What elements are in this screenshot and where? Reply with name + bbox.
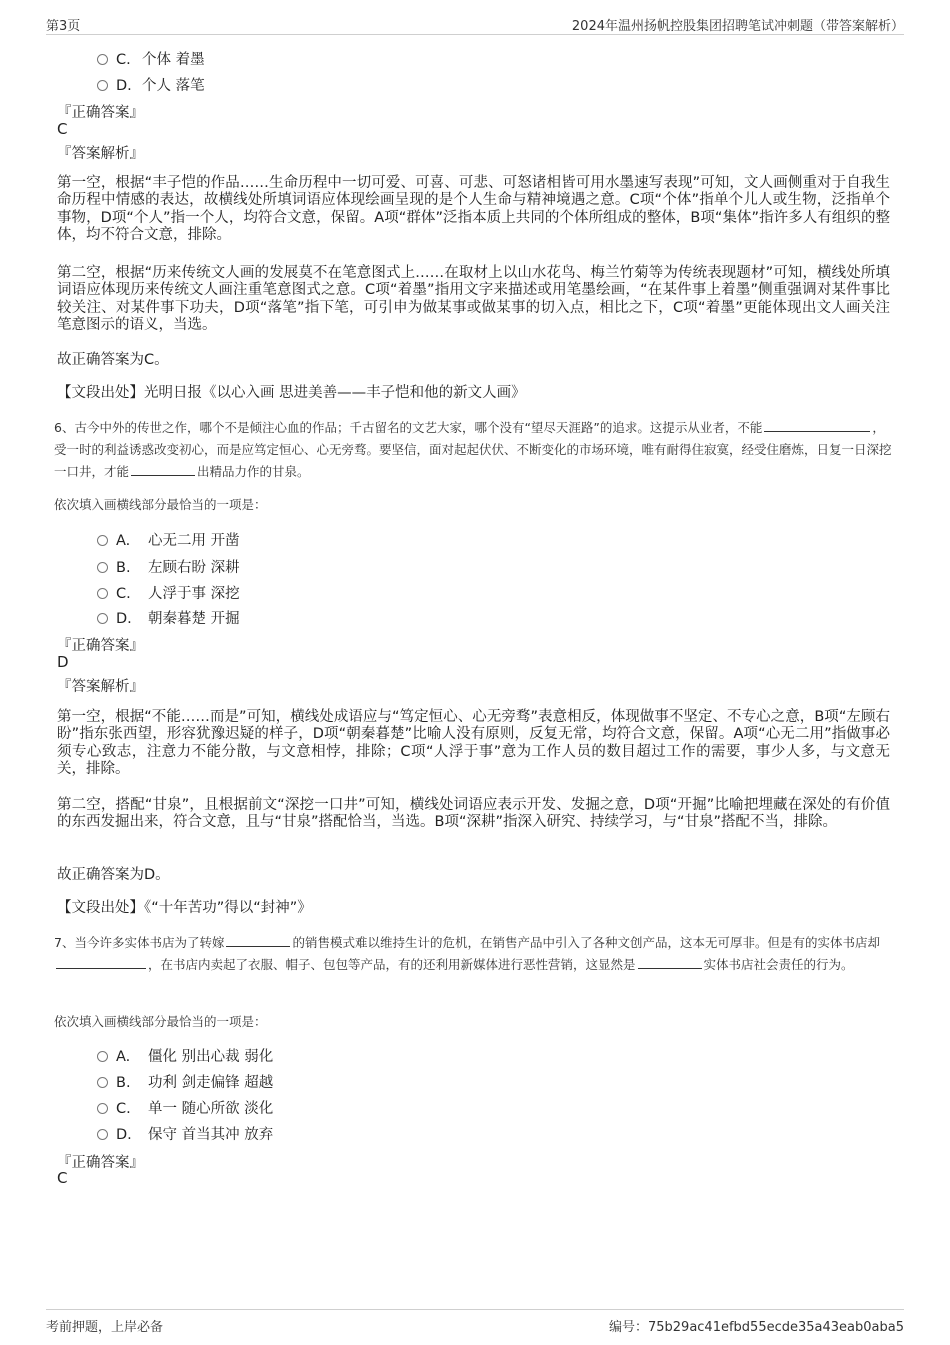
radio-icon[interactable] <box>97 588 108 599</box>
analysis-paragraph: 第二空，搭配“甘泉”，且根据前文“深挖一口井”可知，横线处词语应表示开发、发掘之意，D项“开掘”比喻把埋藏在深处的有价值的东西发掘出来，符合文意，且与“甘泉”搭配恰当，当选。B项“深耕”指深入研究、持续学习，与“甘泉”搭配不当，排除。 <box>57 797 890 831</box>
footer-slogan: 考前押题，上岸必备 <box>46 1320 164 1335</box>
radio-icon[interactable] <box>97 1077 108 1088</box>
page-footer <box>46 1309 904 1340</box>
radio-icon[interactable] <box>97 1103 108 1114</box>
correct-answer-label: 『正确答案』 <box>57 638 144 654</box>
radio-icon[interactable] <box>97 1129 108 1140</box>
option-d[interactable]: D. 个人 落笔 <box>97 74 205 95</box>
option-a[interactable]: A. 心无二用 开凿 <box>97 529 240 550</box>
option-d[interactable]: D. 朝秦暮楚 开掘 <box>97 607 240 628</box>
question-6-stem: 6、古今中外的传世之作，哪个不是倾注心血的作品；千古留名的文艺大家，哪个没有“望尽天涯路”的追求。这提示从业者，不能 ，受一时的利益诱惑改变初心，而是应笃定恒心、心无旁骛。要坚信，面对起起伏伏、不断变化的市场环境，唯有耐得住寂寞，经受住磨炼，日复一日深挖一口井，才能 出精品力作的甘泉。 <box>54 420 892 479</box>
analysis-paragraph: 第一空，根据“不能……而是”可知，横线处成语应与“笃定恒心、心无旁骛”表意相反，体现做事不坚定、不专心之意，B项“左顾右盼”指东张西望，形容犹豫迟疑的样子，D项“朝秦暮楚”比喻人没有原则，反复无常，均符合文意，保留。A项“心无二用”指做事必须专心致志，注意力不能分散，与文意相悖，排除；C项“人浮于事”意为工作人员的数目超过工作的需要，事少人多，与文意无关，排除。 <box>57 709 890 778</box>
conclusion: 故正确答案为D。 <box>57 867 170 883</box>
question-prompt: 依次填入画横线部分最恰当的一项是： <box>54 497 267 512</box>
source: 【文段出处】《“十年苦功”得以“封神”》 <box>57 900 312 916</box>
fill-blank <box>226 933 290 947</box>
radio-icon[interactable] <box>97 80 108 91</box>
question-7-stem: 7、当今许多实体书店为了转嫁 的销售模式难以维持生计的危机，在销售产品中引入了各种文创产品，这本无可厚非。但是有的实体书店却，在书店内卖起了衣服、帽子、包包等产品，有的还利用新媒体进行恶性营销，这显然是 实体书店社会责任的行为。 <box>54 935 880 972</box>
fill-blank <box>56 955 146 969</box>
fill-blank <box>764 418 870 432</box>
source: 【文段出处】光明日报《以心入画 思进美善——丰子恺和他的新文人画》 <box>57 385 526 401</box>
fill-blank <box>638 955 702 969</box>
page-number: 第3页 <box>46 19 81 34</box>
correct-answer: C <box>57 120 68 138</box>
radio-icon[interactable] <box>97 54 108 65</box>
question-prompt: 依次填入画横线部分最恰当的一项是： <box>54 1014 267 1029</box>
option-b[interactable]: B. 左顾右盼 深耕 <box>97 556 240 577</box>
option-c[interactable]: C. 单一 随心所欲 淡化 <box>97 1097 273 1118</box>
correct-answer-label: 『正确答案』 <box>57 105 144 121</box>
analysis-label: 『答案解析』 <box>57 146 144 162</box>
option-a[interactable]: A. 僵化 别出心裁 弱化 <box>97 1045 273 1066</box>
analysis-paragraph: 第一空，根据“丰子恺的作品……生命历程中一切可爱、可喜、可悲、可怒诸相皆可用水墨速写表现”可知，文人画侧重对于自我生命历程中情感的表达，故横线处所填词语应体现绘画呈现的是个人生命与精神境遇之意。C项“个体”指单个儿人或生物，泛指单个事物，D项“个人”指一个人，均符合文意，保留。A项“群体”泛指本质上共同的个体所组成的整体，B项“集体”指许多人有组织的整体，均不符合文意，排除。 <box>57 175 890 244</box>
conclusion: 故正确答案为C。 <box>57 352 169 368</box>
correct-answer: C <box>57 1169 68 1187</box>
correct-answer-label: 『正确答案』 <box>57 1155 144 1171</box>
analysis-paragraph: 第二空，根据“历来传统文人画的发展莫不在笔意图式上……在取材上以山水花鸟、梅兰竹菊等为传统表现题材”可知，横线处所填词语应体现历来传统文人画注重笔意图式之意。C项“着墨”指用文字来描述或用笔墨绘画，“在某件事上着墨”侧重强调对某件事比较关注、对某件事下功夫，D项“落笔”指下笔，可引申为做某事或做某事的切入点，相比之下，C项“着墨”更能体现出文人画关注笔意图示的语义，当选。 <box>57 265 890 334</box>
option-c[interactable]: C. 个体 着墨 <box>97 48 205 69</box>
document-title: 2024年温州扬帆控股集团招聘笔试冲刺题（带答案解析） <box>571 19 904 34</box>
analysis-label: 『答案解析』 <box>57 679 144 695</box>
radio-icon[interactable] <box>97 613 108 624</box>
option-d[interactable]: D. 保守 首当其冲 放弃 <box>97 1123 273 1144</box>
fill-blank <box>131 462 195 476</box>
page-header <box>46 12 904 35</box>
document-code: 编号：75b29ac41efbd55ecde35a43eab0aba5 <box>608 1320 904 1335</box>
correct-answer: D <box>57 653 69 671</box>
radio-icon[interactable] <box>97 535 108 546</box>
option-c[interactable]: C. 人浮于事 深挖 <box>97 582 240 603</box>
option-b[interactable]: B. 功利 剑走偏锋 超越 <box>97 1071 273 1092</box>
radio-icon[interactable] <box>97 1051 108 1062</box>
radio-icon[interactable] <box>97 562 108 573</box>
